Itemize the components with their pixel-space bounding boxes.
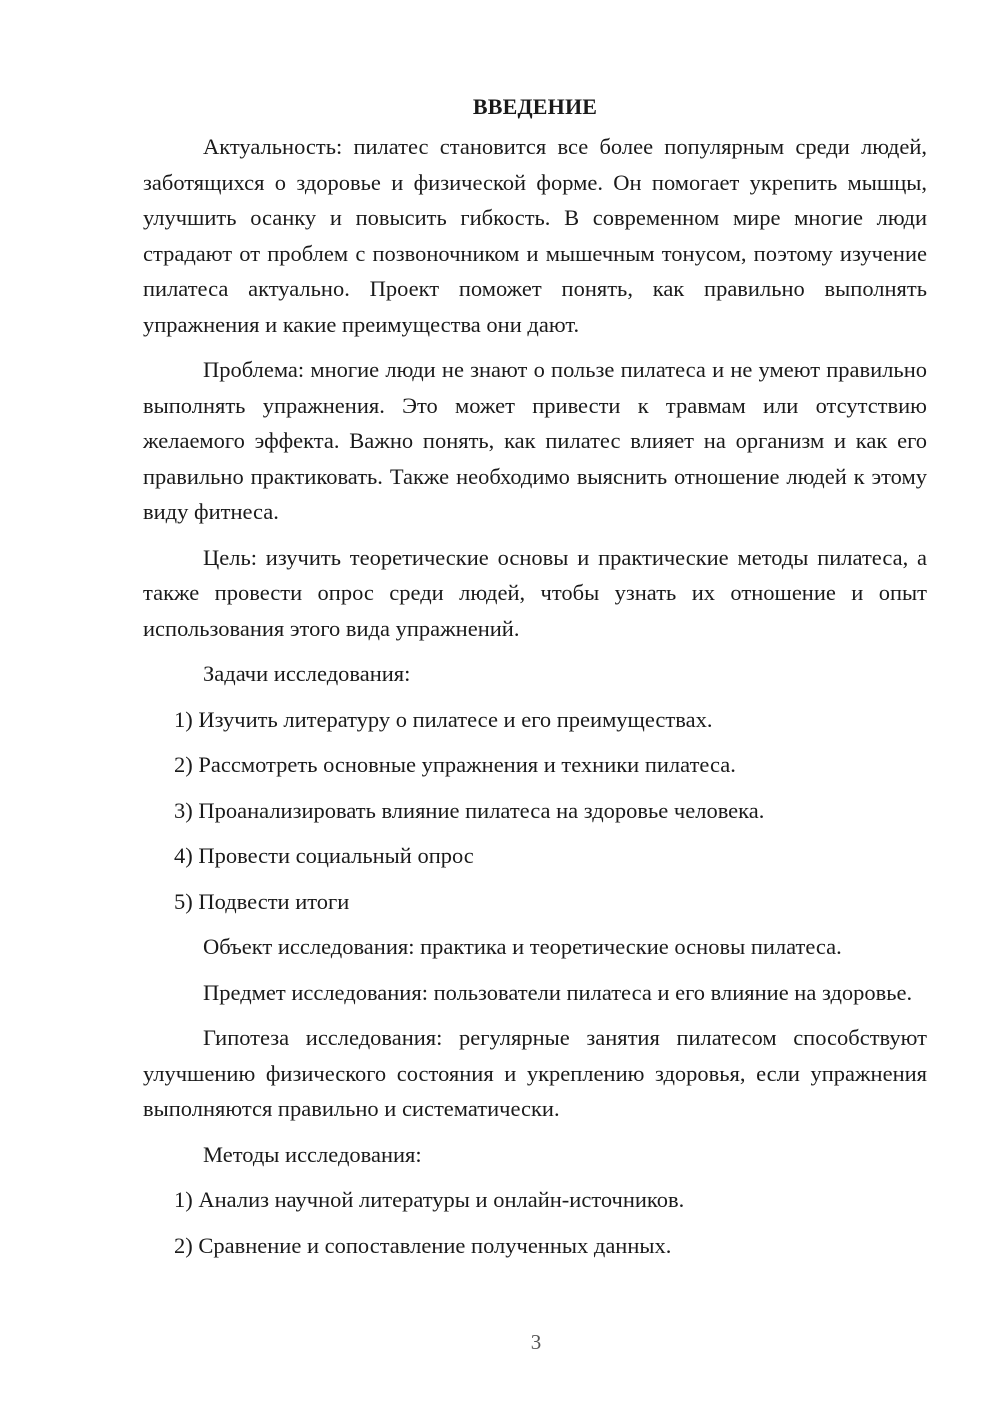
page-title: ВВЕДЕНИЕ [472, 94, 598, 119]
task-item: 1) Изучить литературу о пилатесе и его преимуществах. [174, 706, 713, 732]
task-item: 5) Подвести итоги [174, 888, 350, 914]
object-paragraph: Объект исследования: практика и теоретические основы пилатеса. [203, 934, 842, 959]
methods-heading: Методы исследования: [203, 1141, 422, 1167]
method-item: 2) Сравнение и сопоставление полученных данных. [174, 1232, 672, 1258]
hypothesis-paragraph: Гипотеза исследования: регулярные занятия пилатесом способствуют улучшению физического состояния и укреплению здоровья, если упражнения выполняются правильно и систематически. [143, 1025, 927, 1121]
task-item: 2) Рассмотреть основные упражнения и техники пилатеса. [174, 752, 736, 777]
tasks-heading: Задачи исследования: [203, 661, 411, 686]
page-content [143, 92, 927, 1273]
subject-paragraph: Предмет исследования: пользователи пилатеса и его влияние на здоровье. [203, 979, 913, 1005]
task-item: 4) Провести социальный опрос [174, 843, 474, 868]
task-item: 3) Проанализировать влияние пилатеса на здоровье человека. [174, 797, 765, 823]
goal-paragraph: Цель: изучить теоретические основы и практические методы пилатеса, а также провести опрос среди людей, чтобы узнать их отношение и опыт использования этого вида упражнений. [143, 544, 927, 641]
page-number: 3 [530, 1330, 542, 1354]
relevance-paragraph: Актуальность: пилатес становится все более популярным среди людей, заботящихся о здоровье и физической форме. Он помогает укрепить мышцы, улучшить осанку и повысить гибкость. В современном мире многие люди страдают от проблем с позвоночником и мышечным тонусом, поэтому изучение пилатеса актуально. Проект поможет понять, как правильно выполнять упражнения и какие преимущества они дают. [143, 134, 927, 337]
problem-paragraph: Проблема: многие люди не знают о пользе пилатеса и не умеют правильно выполнять упражнения. Это может привести к травмам или отсутствию желаемого эффекта. Важно понять, как пилатес влияет на организм и как его правильно практиковать. Также необходимо выяснить отношение людей к этому виду фитнеса. [143, 357, 927, 524]
method-item: 1) Анализ научной литературы и онлайн-источников. [174, 1187, 685, 1212]
